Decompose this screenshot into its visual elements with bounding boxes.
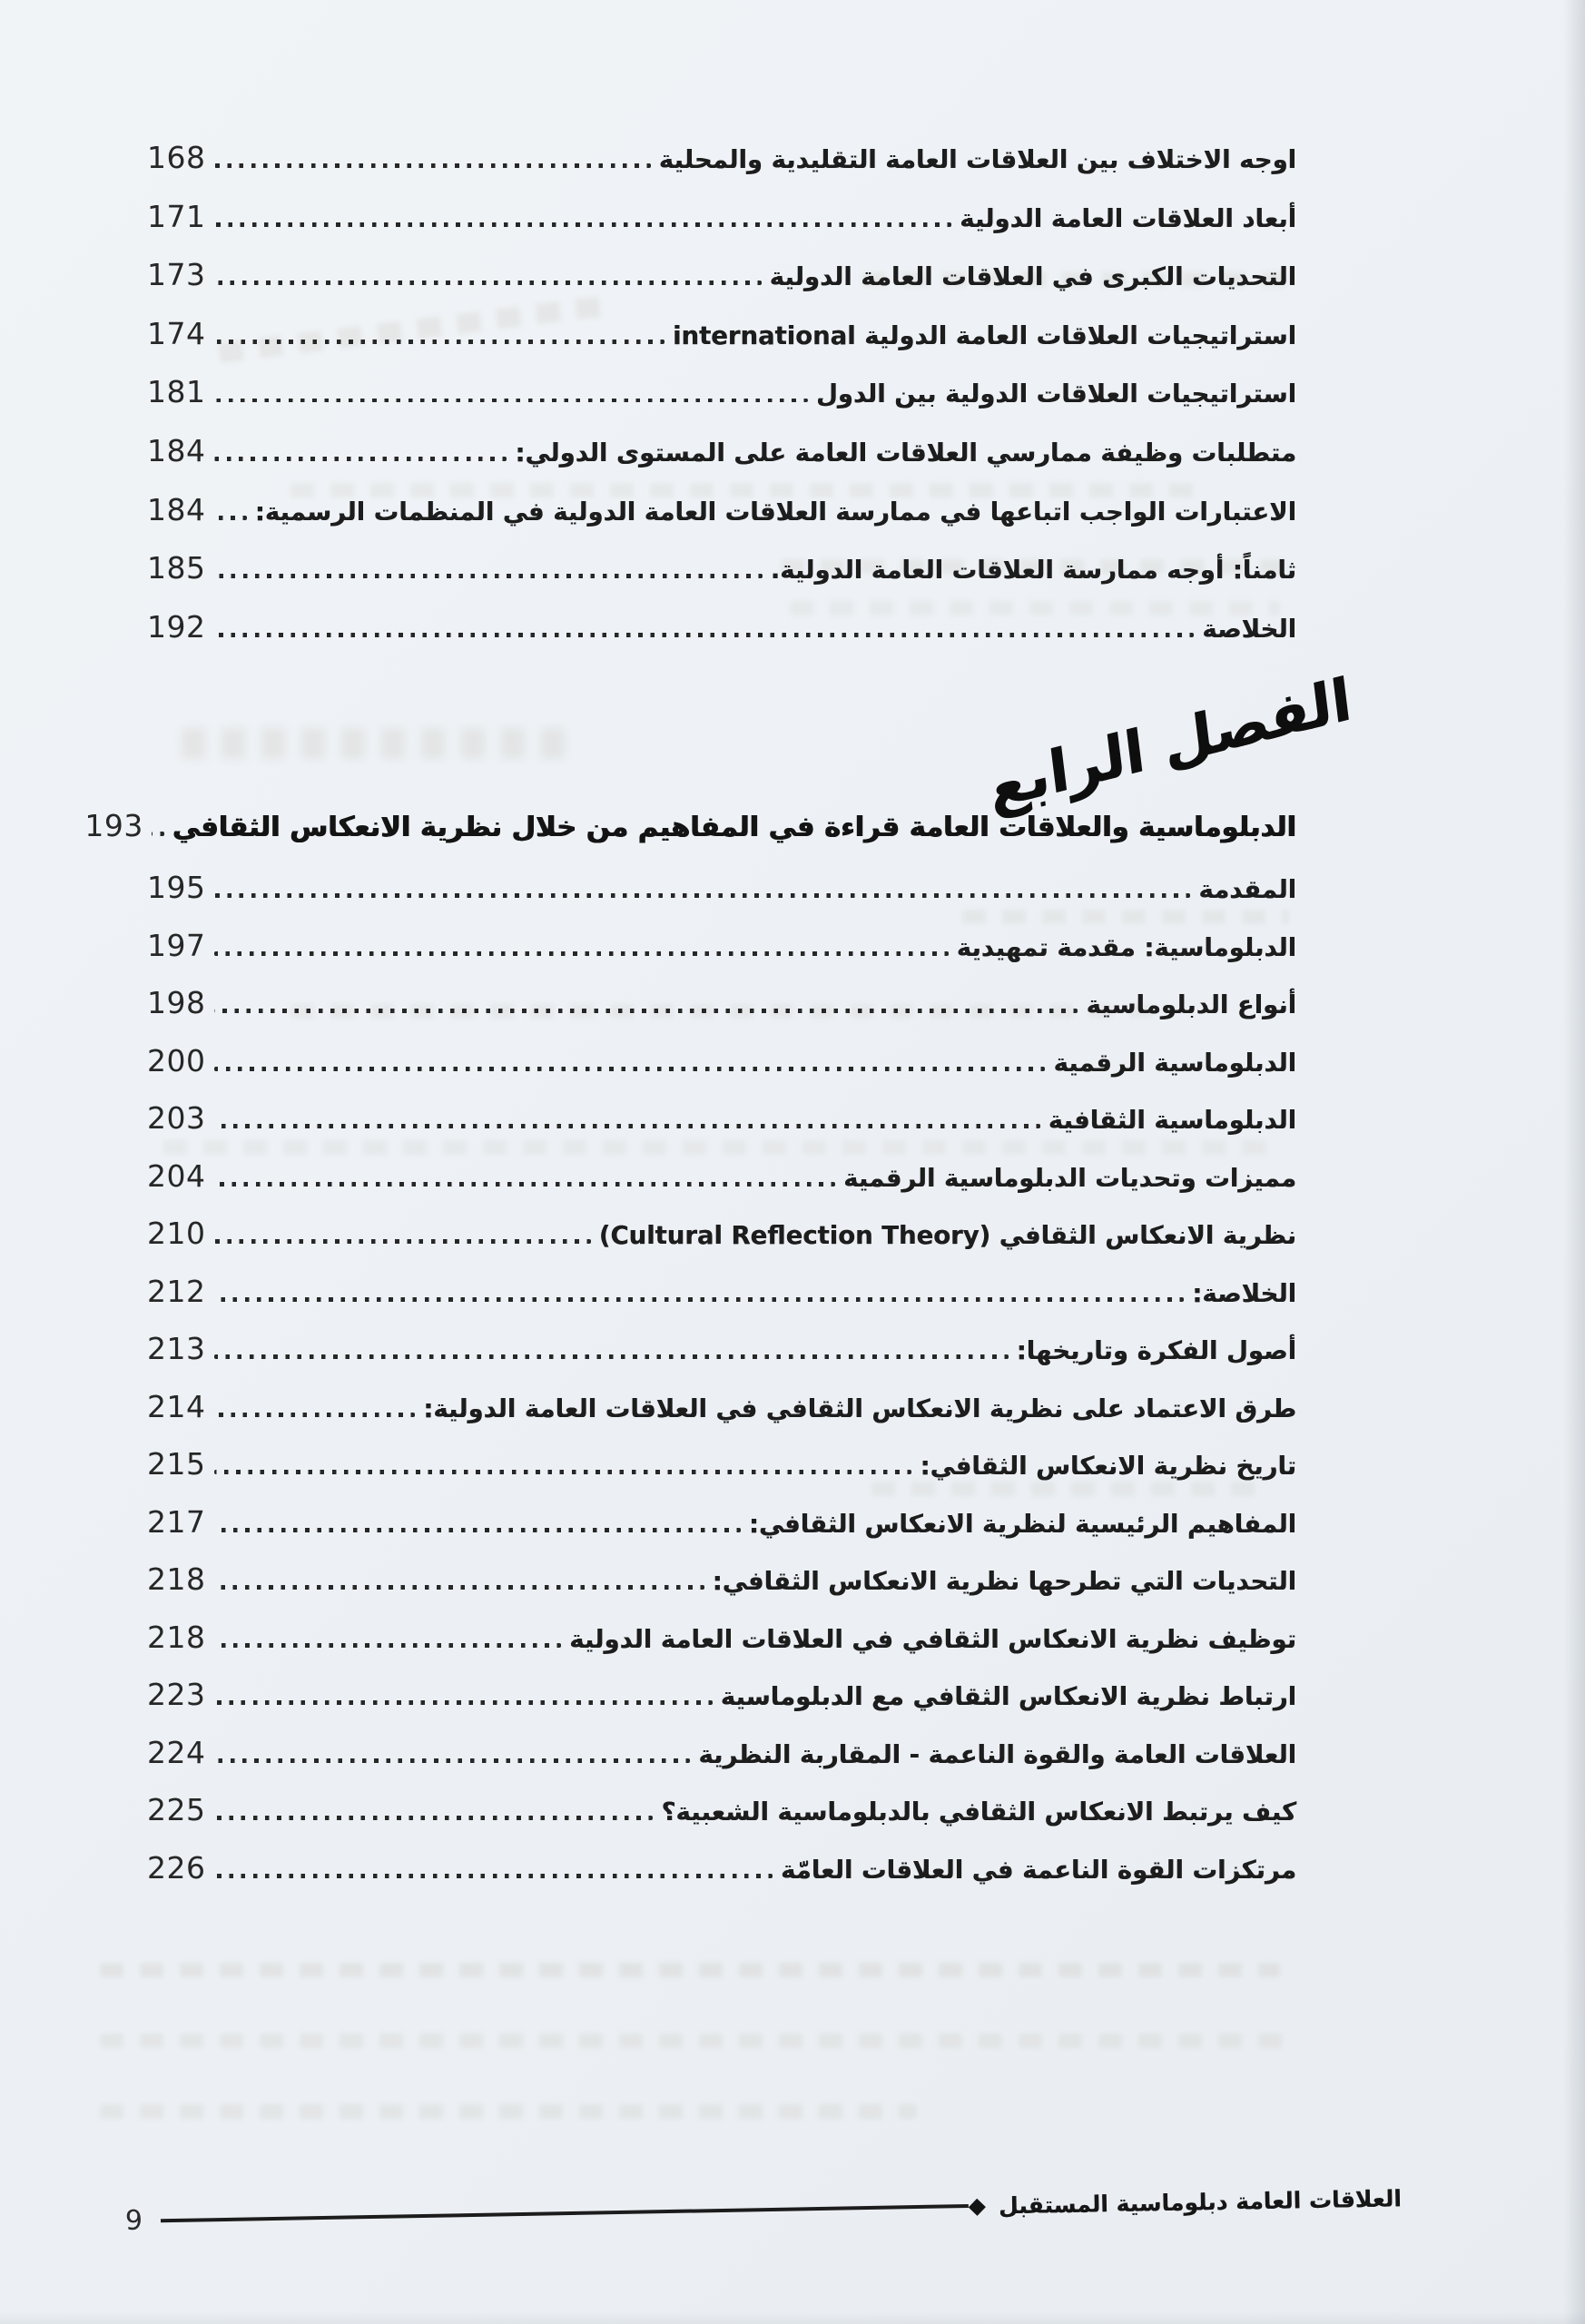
bleedthrough-artifact [100,2034,1298,2048]
toc-entry-page-number: 212 [147,1273,206,1309]
dot-leader [214,1354,1009,1359]
dot-leader [214,574,763,578]
toc-entry-label: التحديات الكبرى في العلاقات العامة الدولية [769,262,1296,292]
dot-leader [214,1124,1040,1128]
toc-entry [147,198,1296,261]
dot-leader [214,633,1195,637]
dot-leader [214,1413,416,1417]
toc-entry [147,1619,1296,1680]
toc-entry [147,1273,1296,1334]
toc-entry-page-number: 173 [147,257,206,293]
footer-rule [161,2204,969,2223]
dot-leader [214,281,762,285]
dot-leader [214,1182,836,1187]
dot-leader [214,1239,591,1244]
dot-leader [214,1585,704,1590]
toc-entry-label: أصول الفكرة وتاريخها: [1016,1336,1296,1365]
toc-entry-label: المفاهيم الرئيسية لنظرية الانعكاس الثقافي: [748,1509,1296,1539]
toc-entry-label: نظرية الانعكاس الثقافي (Cultural Reflection Theory) [598,1221,1296,1250]
bleedthrough-artifact [100,1963,1280,1977]
toc-entry-page-number: 195 [147,870,206,905]
dot-leader [214,893,1191,898]
page-footer [125,2184,1402,2235]
toc-section-before-chapter [147,140,1296,670]
dot-leader [214,399,808,403]
toc-entry [147,1218,1296,1276]
toc-entry [147,1388,1296,1450]
toc-entry-page-number: 215 [147,1446,206,1482]
toc-entry-label: الدبلوماسية الرقمية [1053,1048,1296,1078]
dot-leader [214,516,247,520]
toc-entry [147,1446,1296,1507]
toc-entry-page-number: 218 [147,1561,206,1597]
dot-leader [214,1700,713,1705]
toc-entry-label: متطلبات وظيفة ممارسي العلاقات العامة على المستوى الدولي: [515,438,1296,468]
toc-entry-page-number: 197 [147,927,206,963]
toc-entry [147,608,1296,671]
toc-entry-label: اوجه الاختلاف بين العلاقات العامة التقليدية والمحلية [658,145,1296,174]
bleedthrough-artifact [100,2104,917,2119]
scan-edge-shadow [1563,0,1585,2324]
toc-entry [147,872,1296,931]
dot-leader [214,1758,691,1763]
toc-entry-page-number: 200 [147,1042,206,1078]
page-number: 9 [124,2204,143,2237]
dot-leader [214,1643,562,1648]
toc-entry-label: العلاقات العامة والقوة الناعمة - المقاربة النظرية [698,1739,1296,1769]
toc-entry [147,432,1296,495]
toc-entry-page-number: 213 [147,1331,206,1366]
toc-entry [147,257,1296,319]
dot-leader [214,1816,654,1820]
toc-entry-page-number: 184 [147,432,206,468]
toc-entry-page-number: 226 [147,1849,206,1886]
toc-entry-page-number: 204 [147,1157,206,1194]
toc-entry-label: طرق الاعتماد على نظرية الانعكاس الثقافي في العلاقات العامة الدولية: [423,1393,1296,1423]
dot-leader [214,1009,1078,1013]
dot-leader [214,1470,912,1474]
toc-entry [147,927,1296,989]
dot-leader [214,1528,741,1532]
toc-entry-label: الدبلوماسية الثقافية [1048,1106,1296,1135]
toc-entry-label: استراتيجيات العلاقات العامة الدولية international [673,320,1296,350]
toc-entry-label: الخلاصة: [1192,1278,1296,1308]
toc-entry-page-number: 181 [147,374,206,410]
toc-entry-page-number: 225 [147,1792,206,1827]
dot-leader [214,222,952,227]
toc-entry-label: التحديات التي تطرحها نظرية الانعكاس الثقافي: [712,1567,1296,1596]
toc-entry [147,374,1296,436]
toc-entry [147,1734,1296,1796]
toc-entry [147,550,1296,612]
dot-leader [214,1067,1046,1071]
toc-entry-label: أنواع الدبلوماسية [1086,990,1296,1019]
book-title: العلاقات العامة دبلوماسية المستقبل [998,2184,1403,2219]
toc-entry-page-number: 217 [147,1503,206,1540]
dot-leader [214,951,949,956]
toc-entry-label: الدبلوماسية: مقدمة تمهيدية [956,932,1296,962]
toc-entry-page-number: 171 [147,198,206,234]
toc-entry [147,1792,1296,1853]
toc-entry-page-number: 184 [147,491,206,527]
toc-entry-label: الاعتبارات الواجب اتباعها في ممارسة العلاقات العامة الدولية في المنظمات الرسمية: [254,497,1296,527]
toc-section-chapter-four [147,872,1296,1910]
toc-entry-label: أبعاد العلاقات العامة الدولية [960,203,1296,233]
toc-entry [147,1503,1296,1565]
dot-leader [214,457,507,461]
toc-entry [147,1042,1296,1104]
toc-entry-label: المقدمة [1198,875,1296,904]
toc-entry-page-number: 198 [147,985,206,1020]
toc-entry [147,985,1296,1046]
chapter-title: الدبلوماسية والعلاقات العامة قراءة في المفاهيم من خلال نظرية الانعكاس الثقافي [172,812,1296,843]
bleedthrough-artifact [182,728,572,759]
chapter-title-row [84,808,1296,869]
toc-entry [147,491,1296,554]
dot-leader [152,832,164,836]
dot-leader [214,163,651,168]
toc-entry-label: ثامناً: أوجه ممارسة العلاقات العامة الدولية. [770,556,1296,586]
scan-edge-shadow [0,2311,1585,2324]
toc-entry-page-number: 192 [147,608,206,645]
dot-leader [214,1297,1185,1302]
diamond-icon: ◆ [968,2191,987,2219]
toc-entry [147,1331,1296,1392]
toc-entry-label: كيف يرتبط الانعكاس الثقافي بالدبلوماسية الشعبية؟ [661,1797,1296,1827]
toc-entry-page-number: 224 [147,1734,206,1770]
toc-entry-page-number: 185 [147,550,206,586]
toc-entry [147,1849,1296,1911]
toc-entry-label: الخلاصة [1202,614,1296,644]
toc-entry-page-number: 214 [147,1388,206,1424]
toc-entry-label: استراتيجيات العلاقات الدولية بين الدول [815,379,1296,409]
dot-leader [214,340,665,344]
dot-leader [214,1874,773,1878]
toc-entry-page-number: 210 [147,1216,206,1251]
chapter-page-number: 193 [84,808,143,843]
toc-entry [147,140,1296,202]
toc-entry-label: مميزات وتحديات الدبلوماسية الرقمية [843,1163,1296,1193]
toc-entry-page-number: 223 [147,1677,206,1712]
toc-entry-label: ارتباط نظرية الانعكاس الثقافي مع الدبلوماسية [720,1682,1296,1711]
toc-entry-page-number: 168 [147,140,206,175]
toc-entry-page-number: 218 [147,1619,206,1655]
toc-entry [147,1679,1296,1738]
toc-entry [147,1100,1296,1161]
toc-entry-page-number: 203 [147,1100,206,1136]
toc-entry-label: توظيف نظرية الانعكاس الثقافي في العلاقات العامة الدولية [569,1624,1296,1654]
chapter-calligraphy-title: الفصل الرابع [985,665,1355,823]
toc-entry [147,1561,1296,1622]
toc-entry [147,1157,1296,1219]
toc-entry-label: تاريخ نظرية الانعكاس الثقافي: [920,1452,1296,1481]
toc-entry-label: مرتكزات القوة الناعمة في العلاقات العامّة [781,1855,1296,1885]
toc-entry-page-number: 174 [147,315,206,351]
toc-entry [147,315,1296,378]
